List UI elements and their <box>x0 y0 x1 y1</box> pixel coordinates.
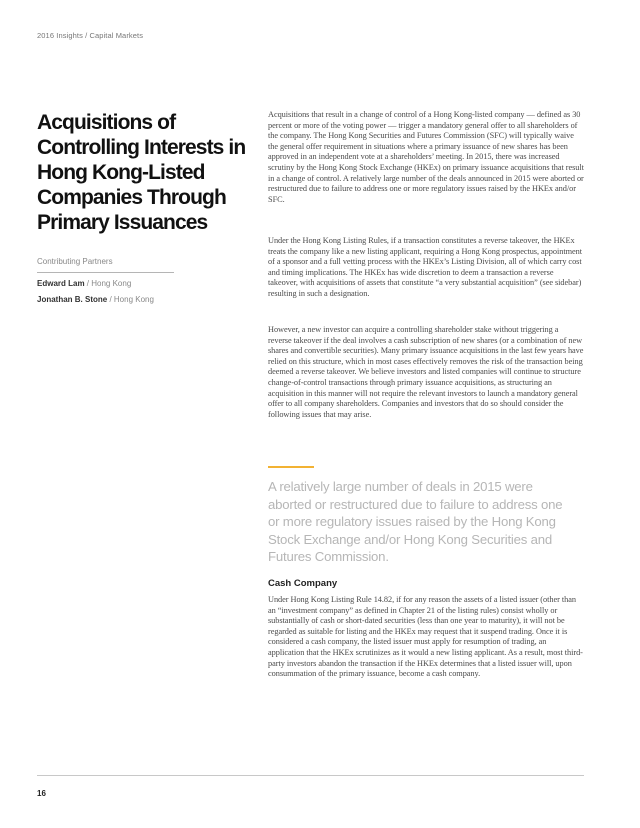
section-heading: Cash Company <box>268 578 338 589</box>
running-head: 2016 Insights / Capital Markets <box>37 31 144 40</box>
partner-location: / Hong Kong <box>107 295 154 304</box>
body-paragraph: However, a new investor can acquire a controlling shareholder stake without triggering a reverse takeover if the deal involves a cash subscription of new shares (or a combination of new shares and convertible securities). Many primary issuance acquisitions in the last few years have relied on this structure, which in most cases effectively removes the risk of the transaction being deemed a reverse takeover. We believe investors and listed companies will continue to structure change-of-control transactions through primary issuance acquisitions, as structuring an acquisition in this manner will not require the relevant investors to launch a mandatory general offer to all company shareholders. Companies and investors that do so should consider the following issues that may arise. <box>268 325 584 419</box>
pull-quote-accent-rule <box>268 466 314 468</box>
contributors-label: Contributing Partners <box>37 257 113 266</box>
partner-name: Edward Lam <box>37 279 85 288</box>
partner-entry <box>37 279 131 288</box>
footer-divider <box>37 775 584 776</box>
article-title: Acquisitions of Controlling Interests in Hong Kong-Listed Companies Through Primary Issuances <box>37 111 246 234</box>
partner-name: Jonathan B. Stone <box>37 295 108 304</box>
body-paragraph: Acquisitions that result in a change of control of a Hong Kong-listed company — defined as 30 percent or more of the voting power — trigger a mandatory general offer to all shareholders of the company. The Hong Kong Securities and Futures Commission (SFC) will typically waive the general offer requirement in situations where a primary issuance of new shares has been approved in an independent vote at a shareholders’ meeting. In 2015, there was increased scrutiny by the Hong Kong Stock Exchange (HKEx) on primary issuance acquisitions that result in a change of control. A relatively large number of the deals announced in 2015 were aborted or restructured due to failure to address one or more regulatory issues raised by the HKEx and/or SFC. <box>268 110 584 204</box>
body-paragraph: Under Hong Kong Listing Rule 14.82, if for any reason the assets of a listed issuer (other than an “investment company” as defined in Chapter 21 of the listing rules) consist wholly or substantially of cash or short-dated securities (less than one year to maturity), it will not be regarded as suitable for listing and the HKEx may request that it suspend trading. Once it is considered a cash company, the listed issuer must apply for resumption of trading, an application that the HKEx scrutinizes as it would a new listing applicant. As a result, most third-party investors abandon the transaction if the HKEx determines that a listed issuer will, upon consummation of the primary issuance, become a cash company. <box>268 595 583 679</box>
body-paragraph: Under the Hong Kong Listing Rules, if a transaction constitutes a reverse takeover, the HKEx treats the company like a new listing applicant, requiring a Hong Kong prospectus, appointment of a sponsor and a full vetting process with the HKEx’s Listing Division, all of which carry cost and timing implications. The HKEx has wide discretion to deem a transaction a reverse takeover, with acquisitions of assets that constitute “a very substantial acquisition” (see sidebar) resulting in such a designation. <box>268 236 582 298</box>
pull-quote: A relatively large number of deals in 2015 were aborted or restructured due to failure to address one or more regulatory issues raised by the Hong Kong Stock Exchange and/or Hong Kong Securities and Futures Commission. <box>268 479 563 564</box>
contributors-divider <box>37 272 174 273</box>
partner-entry <box>37 295 154 304</box>
partner-location: / Hong Kong <box>84 279 132 288</box>
page-number: 16 <box>37 789 46 798</box>
